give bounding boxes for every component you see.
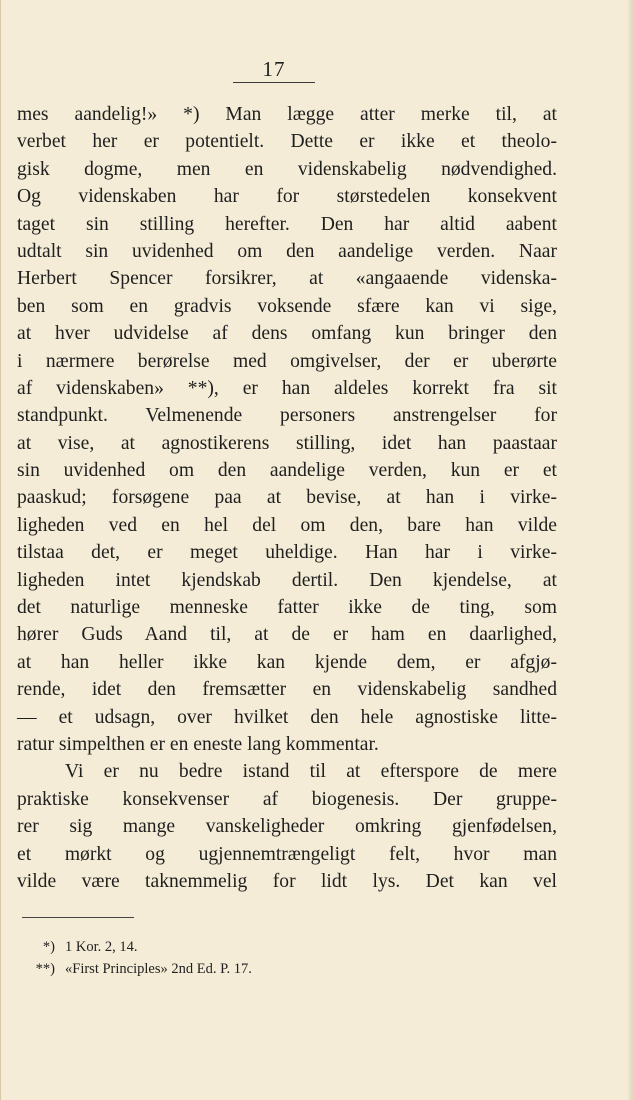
text-line: et mørkt og ugjennemtrængeligt felt, hvor man [17, 843, 557, 865]
footnote-text: 1 Kor. 2, 14. [65, 939, 138, 955]
footnote [25, 936, 425, 958]
footnote-text: «First Principles» 2nd Ed. P. 17. [65, 961, 252, 977]
body-text [17, 101, 557, 895]
text-line: ligheden intet kjendskab dertil. Den kjendelse, at [17, 569, 557, 591]
footnote-mark: **) [35, 961, 55, 977]
footnote-mark: *) [42, 939, 55, 955]
footnote [25, 958, 425, 980]
text-line: at han heller ikke kan kjende dem, er afgjø- [17, 651, 557, 673]
text-line: at vise, at agnostikerens stilling, idet han paastaar [17, 432, 557, 454]
page-edge-shadow [627, 0, 633, 1100]
text-line: verbet her er potentielt. Dette er ikke et theolo- [17, 131, 557, 153]
footnotes [25, 936, 425, 980]
text-line: sin uvidenhed om den aandelige verden, kun er et [17, 460, 557, 482]
text-line: rende, idet den fremsætter en videnskabelig sandhed [17, 679, 557, 701]
text-line: rer sig mange vanskeligheder omkring gjenfødelsen, [17, 816, 557, 838]
paragraph-end-line: ratur simpelthen er en eneste lang kommentar. [17, 733, 379, 755]
text-line: at hver udvidelse af dens omfang kun bringer den [17, 323, 557, 345]
text-line: af videnskaben» **), er han aldeles korrekt fra sit [17, 377, 557, 399]
paragraph-start-line: Vi er nu bedre istand til at efterspore de mere [65, 761, 557, 783]
page-number-rule [233, 82, 315, 83]
text-line: det naturlige menneske fatter ikke de ting, som [17, 597, 557, 619]
text-line: ben som en gradvis voksende sfære kan vi sige, [17, 295, 557, 317]
text-line: Herbert Spencer forsikrer, at «angaaende videnska- [17, 268, 557, 290]
text-line: standpunkt. Velmenende personers anstrengelser for [17, 405, 557, 427]
text-line: vilde være taknemmelig for lidt lys. Det kan vel [17, 870, 557, 892]
text-line: gisk dogme, men en videnskabelig nødvendighed. [17, 158, 557, 180]
text-line: i nærmere berørelse med omgivelser, der er uberørte [17, 350, 557, 372]
text-line: tilstaa det, er meget uheldige. Han har i virke- [17, 542, 557, 564]
text-line: Og videnskaben har for størstedelen konsekvent [17, 186, 557, 208]
text-line: udtalt sin uvidenhed om den aandelige verden. Naar [17, 240, 557, 262]
text-line: mes aandelig!» *) Man lægge atter merke til, at [17, 104, 557, 125]
page-number: 17 [262, 57, 286, 81]
text-line: hører Guds Aand til, at de er ham en daarlighed, [17, 624, 557, 646]
text-line: — et udsagn, over hvilket den hele agnostiske litte- [17, 706, 557, 728]
text-line: ligheden ved en hel del om den, bare han vilde [17, 514, 557, 536]
text-line: taget sin stilling herefter. Den har altid aabent [17, 213, 557, 235]
footnote-rule [22, 917, 134, 918]
text-line: praktiske konsekvenser af biogenesis. Der gruppe- [17, 788, 557, 810]
text-line: paaskud; forsøgene paa at bevise, at han i virke- [17, 487, 557, 509]
